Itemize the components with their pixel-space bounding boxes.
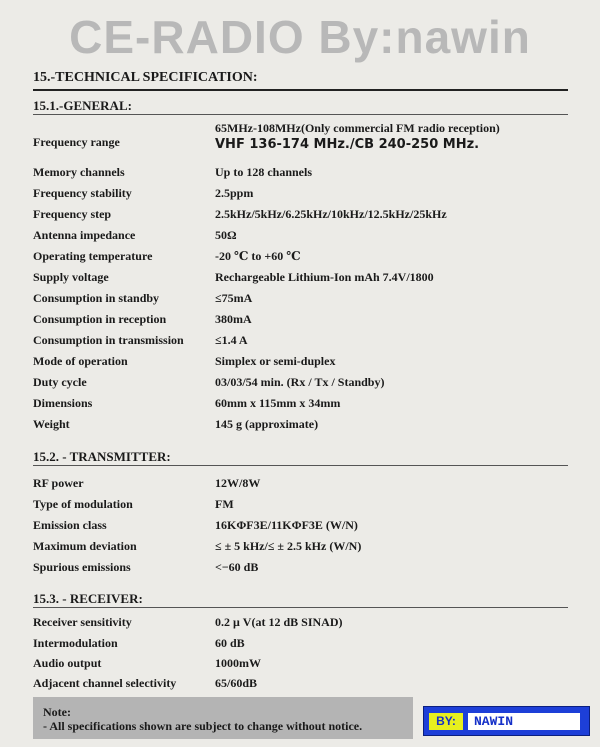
spec-value: Simplex or semi-duplex: [215, 354, 336, 368]
spec-row-operating-temperature: [33, 249, 573, 265]
spec-value: ≤1.4 A: [215, 333, 248, 347]
spec-row-supply-voltage: [33, 270, 573, 286]
section-divider-receiver: [33, 607, 568, 608]
badge-prefix: BY:: [429, 713, 463, 730]
spec-row-rf-power: [33, 476, 573, 492]
badge-name: NAWIN: [468, 713, 580, 730]
spec-label: Weight: [33, 417, 70, 431]
spec-value: 65/60dB: [215, 676, 258, 690]
spec-row-antenna-impedance: [33, 228, 573, 244]
spec-label: Receiver sensitivity: [33, 615, 132, 629]
spec-label: Duty cycle: [33, 375, 87, 389]
spec-value: 03/03/54 min. (Rx / Tx / Standby): [215, 375, 385, 389]
page-title: 15.-TECHNICAL SPECIFICATION:: [33, 70, 258, 85]
spec-row-weight: [33, 417, 573, 433]
spec-value: -20 ℃ to +60 ℃: [215, 249, 301, 263]
title-divider: [33, 89, 568, 91]
spec-row-consumption-reception: [33, 312, 573, 328]
spec-value: 50Ω: [215, 228, 237, 242]
spec-value: Up to 128 channels: [215, 165, 313, 179]
spec-row-audio-output: [33, 656, 573, 672]
spec-row-consumption-transmission: [33, 333, 573, 349]
spec-row-frequency-step: [33, 207, 573, 223]
watermark-title: CE-RADIO By:nawin: [69, 11, 531, 63]
spec-row-frequency-range: [33, 121, 573, 152]
spec-label: Mode of operation: [33, 354, 128, 368]
section-heading-transmitter: 15.2. - TRANSMITTER:: [33, 449, 171, 464]
section-heading-general: 15.1.-GENERAL:: [33, 98, 132, 113]
author-badge: [423, 706, 590, 736]
spec-value: 2.5kHz/5kHz/6.25kHz/10kHz/12.5kHz/25kHz: [215, 207, 447, 221]
spec-row-adjacent-channel-selectivity: [33, 676, 573, 692]
spec-row-mode-of-operation: [33, 354, 573, 370]
spec-label: Consumption in standby: [33, 291, 160, 305]
section-divider-transmitter: [33, 465, 568, 466]
spec-row-receiver-sensitivity: [33, 615, 573, 631]
spec-row-intermodulation: [33, 636, 573, 652]
spec-label: Consumption in transmission: [33, 333, 184, 347]
spec-row-maximum-deviation: [33, 539, 573, 555]
spec-label: Maximum deviation: [33, 539, 137, 553]
spec-value: Rechargeable Lithium-Ion mAh 7.4V/1800: [215, 270, 434, 284]
spec-label: Frequency stability: [33, 186, 132, 200]
spec-value: 65MHz-108MHz(Only commercial FM radio reception): [215, 121, 500, 135]
spec-label: Memory channels: [33, 165, 125, 179]
spec-row-emission-class: [33, 518, 573, 534]
spec-value: <−60 dB: [215, 560, 259, 574]
spec-value: 0.2 μ V(at 12 dB SINAD): [215, 615, 343, 629]
spec-value: ≤75mA: [215, 291, 253, 305]
spec-row-spurious-emissions: [33, 560, 573, 576]
spec-row-dimensions: [33, 396, 573, 412]
spec-label: Audio output: [33, 656, 102, 670]
spec-label: Operating temperature: [33, 249, 153, 263]
note-title: Note:: [43, 705, 71, 719]
spec-value-extra: VHF 136-174 MHz./CB 240-250 MHz.: [215, 137, 480, 152]
spec-row-memory-channels: [33, 165, 573, 181]
spec-label: Type of modulation: [33, 497, 133, 511]
spec-row-duty-cycle: [33, 375, 573, 391]
spec-value: 60mm x 115mm x 34mm: [215, 396, 341, 410]
spec-row-type-of-modulation: [33, 497, 573, 513]
spec-row-consumption-standby: [33, 291, 573, 307]
spec-row-frequency-stability: [33, 186, 573, 202]
spec-value: 12W/8W: [215, 476, 261, 490]
spec-label: Emission class: [33, 518, 107, 532]
spec-label: Frequency step: [33, 207, 112, 221]
spec-value: 380mA: [215, 312, 252, 326]
spec-label: Supply voltage: [33, 270, 109, 284]
spec-label: Consumption in reception: [33, 312, 167, 326]
section-divider-general: [33, 114, 568, 115]
note-box: [33, 697, 413, 739]
spec-value: 145 g (approximate): [215, 417, 319, 431]
spec-label: Intermodulation: [33, 636, 118, 650]
spec-label: RF power: [33, 476, 84, 490]
spec-label: Frequency range: [33, 135, 120, 149]
spec-value: 60 dB: [215, 636, 245, 650]
spec-label: Spurious emissions: [33, 560, 131, 574]
spec-value: ≤ ± 5 kHz/≤ ± 2.5 kHz (W/N): [215, 539, 362, 553]
spec-label: Adjacent channel selectivity: [33, 676, 177, 690]
spec-value: 2.5ppm: [215, 186, 254, 200]
spec-label: Antenna impedance: [33, 228, 136, 242]
section-heading-receiver: 15.3. - RECEIVER:: [33, 591, 143, 606]
spec-value: 1000mW: [215, 656, 261, 670]
spec-value: FM: [215, 497, 234, 511]
spec-label: Dimensions: [33, 396, 93, 410]
spec-value: 16KΦF3E/11KΦF3E (W/N): [215, 518, 358, 532]
note-text: - All specifications shown are subject to change without notice.: [43, 719, 363, 733]
